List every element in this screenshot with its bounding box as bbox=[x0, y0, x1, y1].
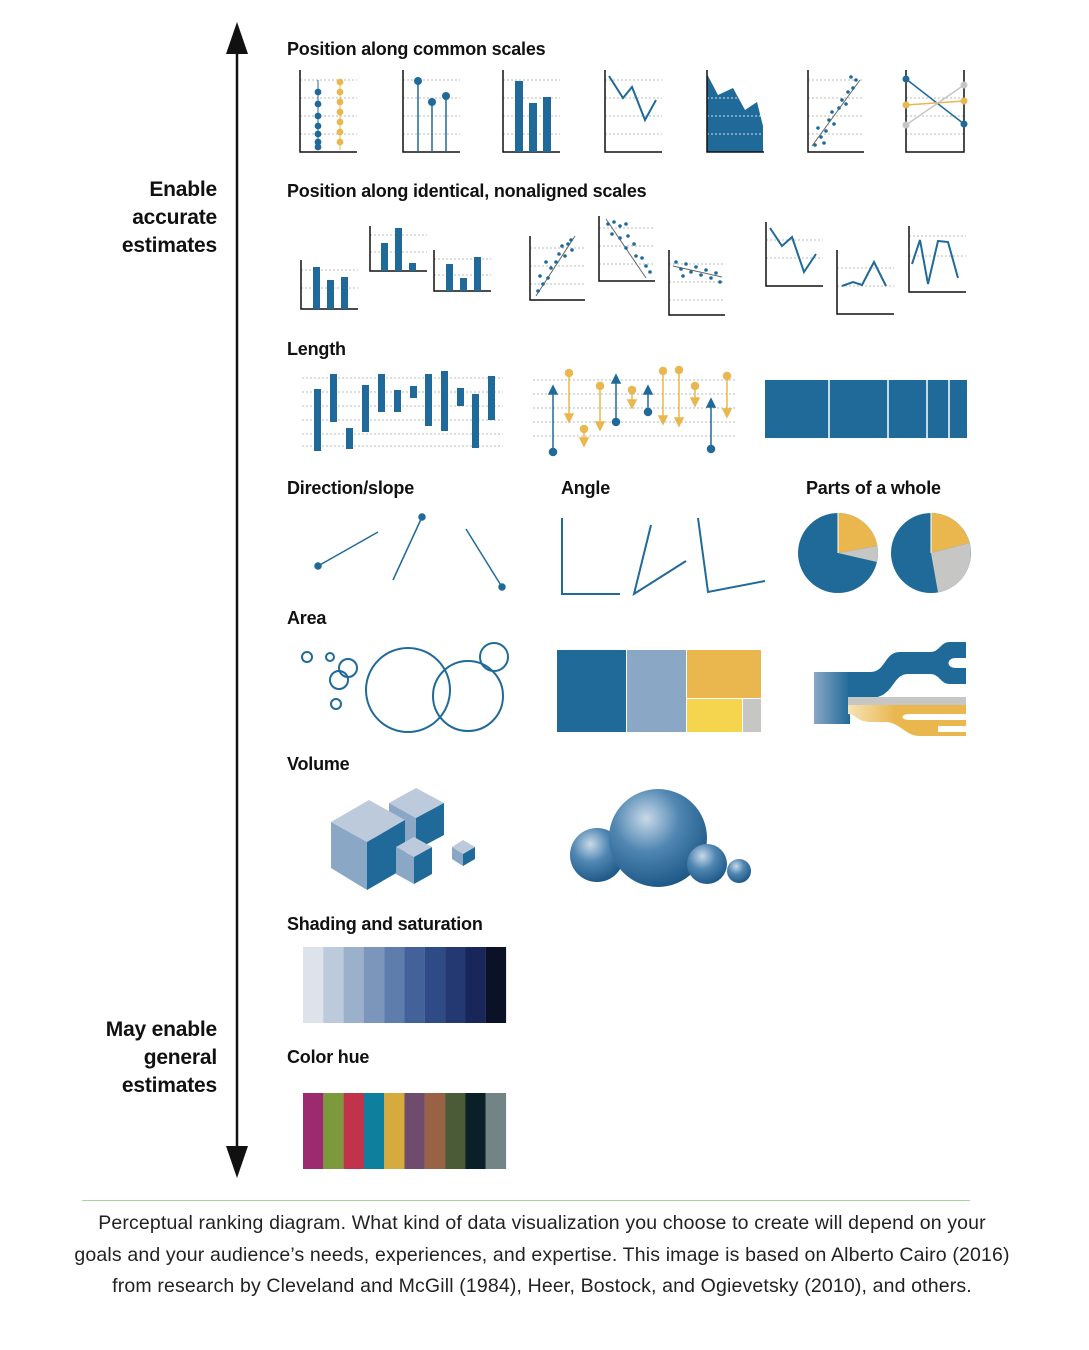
shading-swatches bbox=[303, 947, 506, 1023]
position-common-slope-chart bbox=[903, 70, 968, 152]
axis-top-label-line: Enable bbox=[149, 178, 217, 201]
axis-top-label-line: estimates bbox=[121, 234, 217, 257]
position-common-bar-chart bbox=[503, 70, 560, 152]
shading-swatch bbox=[486, 947, 506, 1023]
title-volume: Volume bbox=[287, 754, 350, 774]
position-common-area-chart bbox=[707, 70, 764, 152]
position-common-scatter bbox=[808, 70, 864, 152]
length-stacked-bar bbox=[765, 380, 967, 438]
shading-swatch bbox=[445, 947, 465, 1023]
direction-slope-lines bbox=[315, 514, 505, 590]
title-shading: Shading and saturation bbox=[287, 914, 483, 934]
shading-swatch bbox=[384, 947, 404, 1023]
axis-bottom-label-line: May enable bbox=[105, 1018, 217, 1041]
area-treemap bbox=[557, 650, 761, 732]
position-common-dot-plot bbox=[300, 70, 357, 152]
title-position-common: Position along common scales bbox=[287, 39, 546, 59]
hue-swatch bbox=[465, 1093, 485, 1169]
title-direction: Direction/slope bbox=[287, 478, 415, 498]
title-parts: Parts of a whole bbox=[806, 478, 941, 498]
title-hue: Color hue bbox=[287, 1047, 370, 1067]
title-length: Length bbox=[287, 339, 346, 359]
caption-divider bbox=[82, 1200, 970, 1201]
parts-pie-charts bbox=[798, 513, 971, 593]
hue-swatch bbox=[323, 1093, 343, 1169]
hue-swatch bbox=[303, 1093, 323, 1169]
shading-swatch bbox=[344, 947, 364, 1023]
shading-swatch bbox=[465, 947, 485, 1023]
title-area: Area bbox=[287, 608, 327, 628]
hue-swatch bbox=[344, 1093, 364, 1169]
area-flow-diagram bbox=[814, 642, 966, 736]
volume-spheres bbox=[570, 789, 751, 887]
title-angle: Angle bbox=[561, 478, 611, 498]
hue-swatch bbox=[445, 1093, 465, 1169]
hue-swatch bbox=[425, 1093, 445, 1169]
figure-caption: Perceptual ranking diagram. What kind of data visualization you choose to create will depend on your goals and your audience’s needs, experiences, and expertise. This image is based on Alberto Cairo (2016) from research by Cleveland and McGill (1984), Heer, Bostock, and Ogievetsky (2010), and others. bbox=[74, 1212, 1010, 1297]
shading-swatch bbox=[425, 947, 445, 1023]
arrow-head-down-icon bbox=[226, 1146, 248, 1178]
shading-swatch bbox=[405, 947, 425, 1023]
angle-shapes bbox=[562, 518, 765, 594]
hue-swatches bbox=[303, 1093, 506, 1169]
hue-swatch bbox=[384, 1093, 404, 1169]
length-floating-bars bbox=[302, 371, 503, 451]
volume-cubes bbox=[331, 788, 475, 890]
nonaligned-line-charts bbox=[766, 222, 966, 314]
title-position-nonaligned: Position along identical, nonaligned scales bbox=[287, 181, 647, 201]
nonaligned-bar-charts bbox=[301, 226, 491, 309]
axis-top-label-line: accurate bbox=[132, 206, 217, 229]
shading-swatch bbox=[303, 947, 323, 1023]
nonaligned-scatter-plots bbox=[530, 216, 725, 315]
ranking-arrow bbox=[226, 22, 248, 1178]
area-bubbles bbox=[302, 643, 508, 732]
position-common-line-chart bbox=[605, 70, 662, 152]
hue-swatch bbox=[486, 1093, 506, 1169]
axis-bottom-label-line: estimates bbox=[121, 1074, 217, 1097]
axis-bottom-label-line: general bbox=[143, 1046, 217, 1069]
arrow-head-up-icon bbox=[226, 22, 248, 54]
shading-swatch bbox=[364, 947, 384, 1023]
shading-swatch bbox=[323, 947, 343, 1023]
length-arrow-chart bbox=[533, 367, 735, 456]
hue-swatch bbox=[364, 1093, 384, 1169]
hue-swatch bbox=[405, 1093, 425, 1169]
position-common-lollipop bbox=[403, 70, 460, 152]
